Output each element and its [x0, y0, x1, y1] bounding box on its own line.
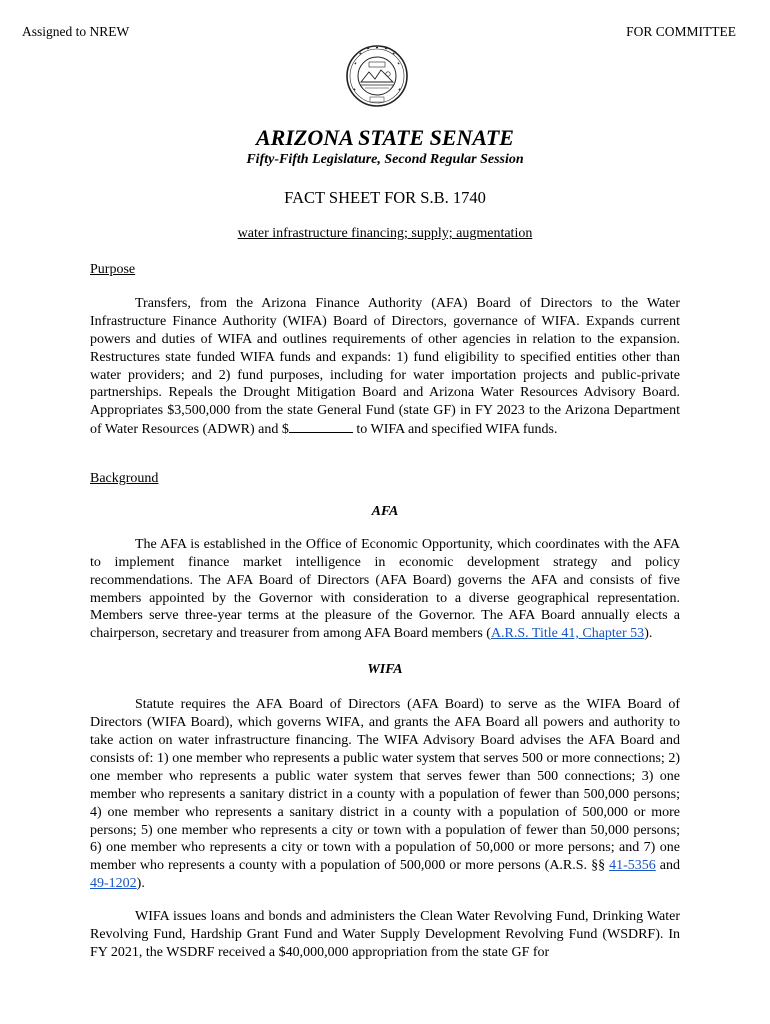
ars-title-41-link[interactable]: A.R.S. Title 41, Chapter 53: [490, 626, 645, 642]
state-seal-icon: [345, 38, 409, 114]
wifa-paragraph: Statute requires the AFA Board of Directors (AFA Board) to serve as the WIFA Board of Directors (WIFA Board), which governs WIFA, and grants the AFA Board all powers and authority to take action on water infrastructure financing. The WIFA Advisory Board advises the AFA Board and consists of: 1) one member who represents a public water system that serves 500 or more connections; 2) one member who represents a public water system that serves fewer than 500 connections; 3) one member who represents a sanitary district in a county with a population of fewer than 500,000 persons; 4) one member who represents a sanitary district in a county with a population of 500,000 or more persons; 5) one member who represents a city or town with a population of fewer than 50,000 persons; 6) one member who represents a city or town with a population of 50,000 or more persons; and 7) one member who represents a county with a population of 500,000 or more persons (A.R.S. §§ 41-5356 and 49-1202).: [90, 697, 680, 892]
bill-topic: water infrastructure financing; supply; augmentation: [237, 226, 533, 241]
amount-blank: [289, 420, 353, 433]
header-assigned: Assigned to NREW: [22, 24, 130, 39]
legislature-session: Fifty-Fifth Legislature, Second Regular Session: [246, 152, 524, 167]
ars-49-1202-link[interactable]: 49-1202: [90, 876, 137, 892]
purpose-heading: Purpose: [90, 262, 136, 277]
background-section: [90, 470, 680, 962]
header-committee: FOR COMMITTEE: [626, 24, 736, 39]
purpose-paragraph: Transfers, from the Arizona Finance Authority (AFA) Board of Directors to the Water Infrastructure Finance Authority (WIFA) Board of Directors, governance of WIFA. Expands current powers and duties of WIFA and outlines requirements of other agencies in relation to the expansion. Restructures state funded WIFA funds and expands: 1) fund eligibility to specified entities other than water providers; and 2) fund purposes, including for water importation projects and public-private partnerships. Repeals the Drought Mitigation Board and Arizona Water Resources Advisory Board. Appropriates $3,500,000 from the state General Fund (state GF) in FY 2023 to the Arizona Department of Water Resources (ADWR) and $ to WIFA and specified WIFA funds.: [90, 295, 680, 438]
afa-heading: AFA: [371, 503, 399, 519]
page-title: ARIZONA STATE SENATE: [256, 125, 514, 150]
wifa-heading: WIFA: [367, 662, 403, 678]
afa-paragraph: The AFA is established in the Office of Economic Opportunity, which coordinates with the AFA to implement finance market intelligence in economic development strategy and policy recommendations. The AFA Board of Directors (AFA Board) governs the AFA and consists of five members appointed by the Governor with consideration to a diverse geographical representation. Members serve three-year terms at the pleasure of the Governor. The AFA Board annually elects a chairperson, secretary and treasurer from among AFA Board members (A.R.S. Title 41, Chapter 53).: [90, 536, 680, 642]
background-heading: Background: [90, 471, 159, 486]
ars-41-5356-link[interactable]: 41-5356: [609, 858, 656, 874]
purpose-section: [90, 261, 680, 439]
wifa-funds-paragraph: WIFA issues loans and bonds and administers the Clean Water Revolving Fund, Drinking Water Revolving Fund, Hardship Grant Fund and Water Supply Development Revolving Fund (WSDRF). In FY 2021, the WSDRF received a $40,000,000 appropriation from the state GF for: [90, 909, 680, 960]
fact-sheet-title: FACT SHEET FOR S.B. 1740: [284, 188, 486, 207]
